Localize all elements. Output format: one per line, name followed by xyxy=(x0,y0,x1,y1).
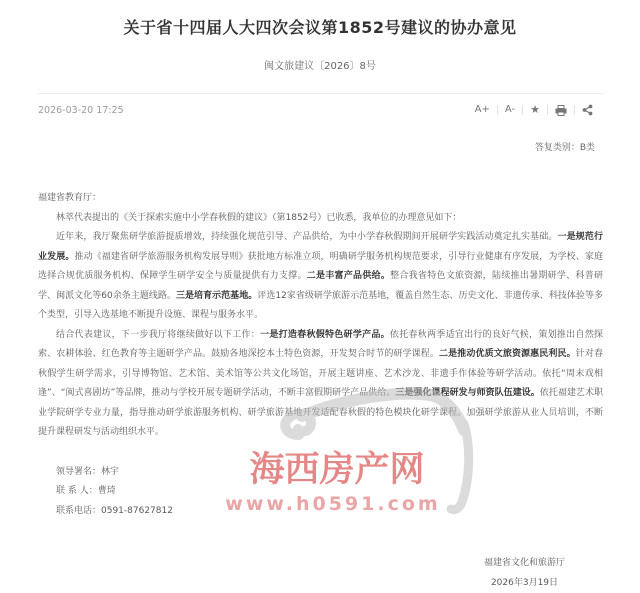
body-text: 整合我省特色文旅资源，陆续推出暑期研学、科普研学、闽派文化等60余条主题线路。 xyxy=(38,271,603,301)
body-text: 依托春秋两季适宜出行的良好气候，策划推出自然探索、农耕体验、红色教育等主题研学产品。鼓励各地深挖本土特色资源，开发契合时节的研学课程。 xyxy=(38,330,603,360)
body-text-bold: 一是规范行业发展。 xyxy=(38,232,603,262)
body-paragraph xyxy=(38,228,603,326)
body-text-bold: 三是强化课程研发与师资队伍建设。 xyxy=(395,388,540,398)
body-text: 福建省教育厅： xyxy=(38,193,101,203)
font-decrease-button[interactable]: A- xyxy=(498,103,522,117)
body-text-bold: 二是丰富产品供给。 xyxy=(307,271,390,281)
document-number: 闽文旅建议〔2026〕8号 xyxy=(0,57,640,72)
page-title: 关于省十四届人大四次会议第1852号建议的协办意见 xyxy=(0,0,640,38)
contact-person: 联 系 人：曹琦 xyxy=(38,482,602,502)
body-text: 依托福建艺术职业学院研学专业力量，指导推动研学旅游服务机构、研学旅游基地开发适配春秋假的特色模块化研学课程。加强研学旅游从业人员培训，不断提升课程研发与活动组织水平。 xyxy=(38,388,603,437)
favorite-button[interactable] xyxy=(523,103,547,117)
article-toolbar xyxy=(468,103,600,117)
body-paragraph xyxy=(38,189,603,209)
document-body xyxy=(0,189,640,443)
star-icon: ★ xyxy=(530,103,540,117)
printer-icon xyxy=(555,105,567,116)
body-text: 评选12家省级研学旅游示范基地，覆盖自然生态、历史文化、非遗传承、科技体验等多个类型，引导入选基地不断提升设施、课程与服务水平。 xyxy=(38,291,603,321)
body-text-bold: 二是推动优质文旅资源惠民利民。 xyxy=(439,349,576,359)
share-button[interactable] xyxy=(575,104,600,116)
issue-date: 2026年3月19日 xyxy=(484,574,565,593)
body-paragraph xyxy=(38,326,603,443)
watermark-url-text: www.h0591.com xyxy=(225,493,440,515)
body-text: 推动《福建省研学旅游服务机构发展导则》获批地方标准立项，明确研学服务机构规范要求，引导行业健康有序发展，为学校、家庭选择合规优质服务机构、保障学生研学安全与质量提供有力支撑。 xyxy=(38,252,603,282)
issuing-agency: 福建省文化和旅游厅 xyxy=(484,554,565,574)
watermark-brand-text: 海西房产网 xyxy=(249,449,424,490)
leader-signature: 领导署名：林宇 xyxy=(38,463,602,483)
publish-datetime: 2026-03-20 17:25 xyxy=(38,105,124,116)
body-text: 林萃代表提出的《关于探索实施中小学春秋假的建议》（第1852号）已收悉，我单位的办理意见如下： xyxy=(56,213,461,223)
body-text: 近年来，我厅聚焦研学旅游提质增效，持续强化规范引导、产品供给，为中小学春秋假期间开展研学实践活动奠定扎实基础。 xyxy=(56,232,558,242)
print-button[interactable] xyxy=(548,105,574,116)
font-increase-button[interactable]: A+ xyxy=(468,103,497,117)
share-icon xyxy=(582,104,593,116)
body-text-bold: 三是培育示范基地。 xyxy=(176,291,257,301)
body-text: 结合代表建议，下一步我厅将继续做好以下工作： xyxy=(56,330,260,340)
body-paragraph xyxy=(38,209,603,229)
contact-phone: 联系电话：0591-87627812 xyxy=(38,502,602,522)
signature-block xyxy=(0,554,640,593)
body-text: 针对春秋假学生研学需求，引导博物馆、艺术馆、美术馆等公共文化场馆，开展主题讲座、艺术沙龙、非遗手作体验等研学活动。依托“周末戏相逢”、“闽式喜剧坊”等品牌，推动与学校开展专题研学活动，不断丰富假期研学产品供给。 xyxy=(38,349,603,398)
body-text-bold: 一是打造春秋假特色研学产品。 xyxy=(260,330,390,340)
reply-category-label: 答复类别：B类 xyxy=(0,140,640,153)
meta-row xyxy=(0,94,640,117)
contact-block xyxy=(0,463,640,522)
